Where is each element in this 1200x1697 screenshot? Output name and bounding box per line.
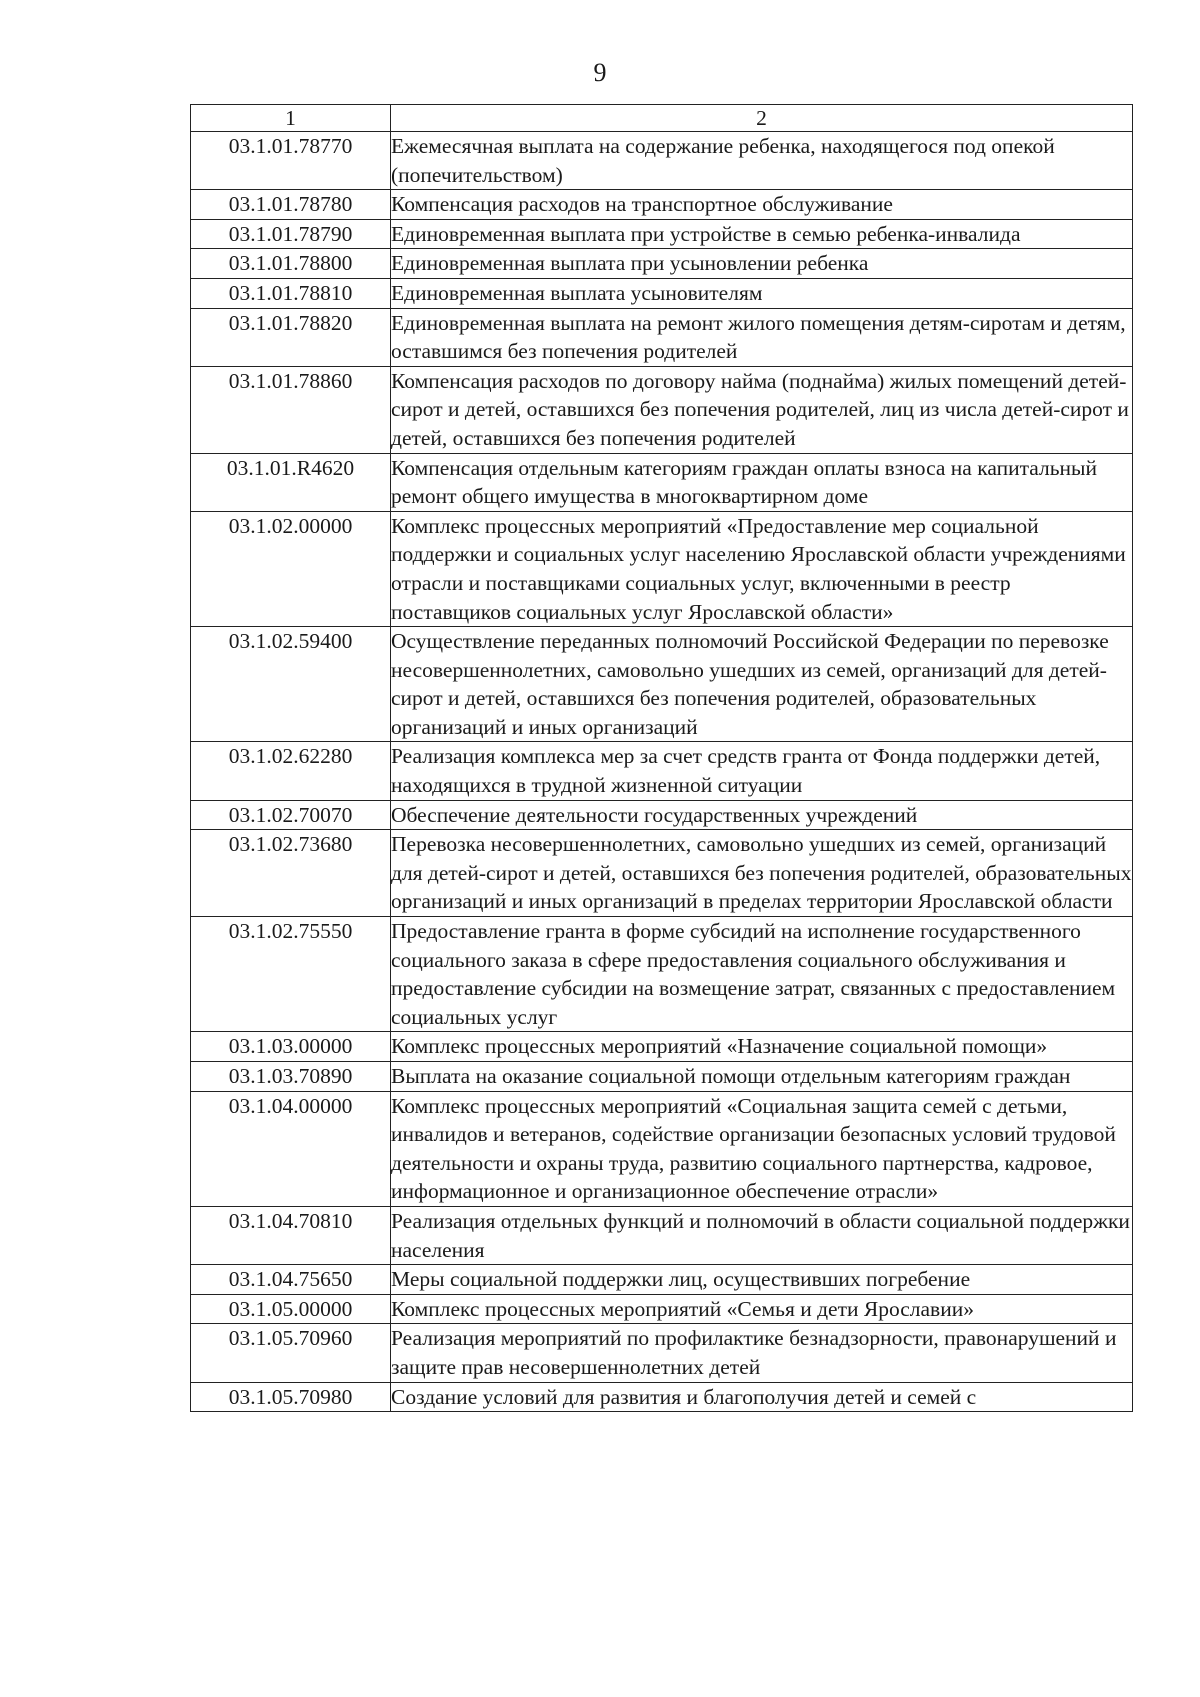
- row-code: 03.1.02.00000: [191, 511, 391, 626]
- row-code: 03.1.01.78790: [191, 219, 391, 249]
- table-row: [191, 278, 1133, 308]
- table-row: [191, 1091, 1133, 1206]
- row-code: 03.1.04.00000: [191, 1091, 391, 1206]
- table-row: [191, 219, 1133, 249]
- header-row: [191, 105, 1133, 132]
- row-code: 03.1.01.78810: [191, 278, 391, 308]
- row-description: Компенсация расходов на транспортное обслуживание: [391, 190, 1133, 220]
- row-description: Единовременная выплата на ремонт жилого помещения детям-сиротам и детям, оставшимся без попечения родителей: [391, 308, 1133, 366]
- row-description: Комплекс процессных мероприятий «Назначение социальной помощи»: [391, 1032, 1133, 1062]
- row-description: Единовременная выплата при усыновлении ребенка: [391, 249, 1133, 279]
- row-code: 03.1.02.73680: [191, 830, 391, 917]
- table-row: [191, 1265, 1133, 1295]
- table-row: [191, 1206, 1133, 1264]
- table-row: [191, 800, 1133, 830]
- table-row: [191, 830, 1133, 917]
- column-header-code: 1: [191, 105, 391, 132]
- row-code: 03.1.05.70980: [191, 1382, 391, 1412]
- row-description: Единовременная выплата усыновителям: [391, 278, 1133, 308]
- table-row: [191, 627, 1133, 742]
- page-number: 9: [593, 58, 607, 87]
- table-row: [191, 366, 1133, 453]
- table-row: [191, 132, 1133, 190]
- row-description: Компенсация отдельным категориям граждан оплаты взноса на капитальный ремонт общего имущества в многоквартирном доме: [391, 453, 1133, 511]
- row-description: Единовременная выплата при устройстве в семью ребенка-инвалида: [391, 219, 1133, 249]
- row-code: 03.1.01.78800: [191, 249, 391, 279]
- row-code: 03.1.03.70890: [191, 1062, 391, 1092]
- table-row: [191, 1324, 1133, 1382]
- row-code: 03.1.05.70960: [191, 1324, 391, 1382]
- row-description: Комплекс процессных мероприятий «Предоставление мер социальной поддержки и социальных услуг населению Ярославской области учреждениями отрасли и поставщиками социальных услуг, включенными в реестр поставщиков социальных услуг Ярославской области»: [391, 511, 1133, 626]
- row-description: Реализация отдельных функций и полномочий в области социальной поддержки населения: [391, 1206, 1133, 1264]
- table-body: [191, 132, 1133, 1412]
- table-row: [191, 1032, 1133, 1062]
- row-code: 03.1.02.75550: [191, 917, 391, 1032]
- row-description: Перевозка несовершеннолетних, самовольно ушедших из семей, организаций для детей-сирот и детей, оставшихся без попечения родителей, образовательных организаций и иных организаций в пределах территории Ярославской области: [391, 830, 1133, 917]
- row-description: Реализация мероприятий по профилактике безнадзорности, правонарушений и защите прав несовершеннолетних детей: [391, 1324, 1133, 1382]
- table-row: [191, 511, 1133, 626]
- row-code: 03.1.01.78820: [191, 308, 391, 366]
- table-row: [191, 249, 1133, 279]
- row-description: Предоставление гранта в форме субсидий на исполнение государственного социального заказа в сфере предоставления социального обслуживания и предоставление субсидии на возмещение затрат, связанных с предоставлением социальных услуг: [391, 917, 1133, 1032]
- row-description: Обеспечение деятельности государственных учреждений: [391, 800, 1133, 830]
- row-description: Компенсация расходов по договору найма (поднайма) жилых помещений детей-сирот и детей, оставшихся без попечения родителей, лиц из числа детей-сирот и детей, оставшихся без попечения родителей: [391, 366, 1133, 453]
- row-description: Осуществление переданных полномочий Российской Федерации по перевозке несовершеннолетних, самовольно ушедших из семей, организаций для детей-сирот и детей, оставшихся без попечения родителей, образовательных организаций и иных организаций: [391, 627, 1133, 742]
- row-description: Создание условий для развития и благополучия детей и семей с: [391, 1382, 1133, 1412]
- row-code: 03.1.02.70070: [191, 800, 391, 830]
- table-row: [191, 917, 1133, 1032]
- table-row: [191, 453, 1133, 511]
- row-code: 03.1.02.59400: [191, 627, 391, 742]
- budget-code-table: [190, 104, 1133, 1412]
- row-description: Выплата на оказание социальной помощи отдельным категориям граждан: [391, 1062, 1133, 1092]
- row-description: Меры социальной поддержки лиц, осуществивших погребение: [391, 1265, 1133, 1295]
- row-code: 03.1.01.78860: [191, 366, 391, 453]
- row-code: 03.1.01.78780: [191, 190, 391, 220]
- row-description: Реализация комплекса мер за счет средств гранта от Фонда поддержки детей, находящихся в трудной жизненной ситуации: [391, 742, 1133, 800]
- column-header-description: 2: [391, 105, 1133, 132]
- table-row: [191, 1062, 1133, 1092]
- row-description: Комплекс процессных мероприятий «Семья и дети Ярославии»: [391, 1294, 1133, 1324]
- row-code: 03.1.01.78770: [191, 132, 391, 190]
- table-row: [191, 742, 1133, 800]
- row-code: 03.1.05.00000: [191, 1294, 391, 1324]
- row-code: 03.1.02.62280: [191, 742, 391, 800]
- row-code: 03.1.03.00000: [191, 1032, 391, 1062]
- row-code: 03.1.04.75650: [191, 1265, 391, 1295]
- table-row: [191, 190, 1133, 220]
- row-code: 03.1.04.70810: [191, 1206, 391, 1264]
- table-row: [191, 1294, 1133, 1324]
- row-code: 03.1.01.R4620: [191, 453, 391, 511]
- row-description: Ежемесячная выплата на содержание ребенка, находящегося под опекой (попечительством): [391, 132, 1133, 190]
- table-header: [191, 105, 1133, 132]
- table-row: [191, 1382, 1133, 1412]
- table-row: [191, 308, 1133, 366]
- row-description: Комплекс процессных мероприятий «Социальная защита семей с детьми, инвалидов и ветеранов, содействие организации безопасных условий трудовой деятельности и охраны труда, развитию социального партнерства, кадровое, информационное и организационное обеспечение отрасли»: [391, 1091, 1133, 1206]
